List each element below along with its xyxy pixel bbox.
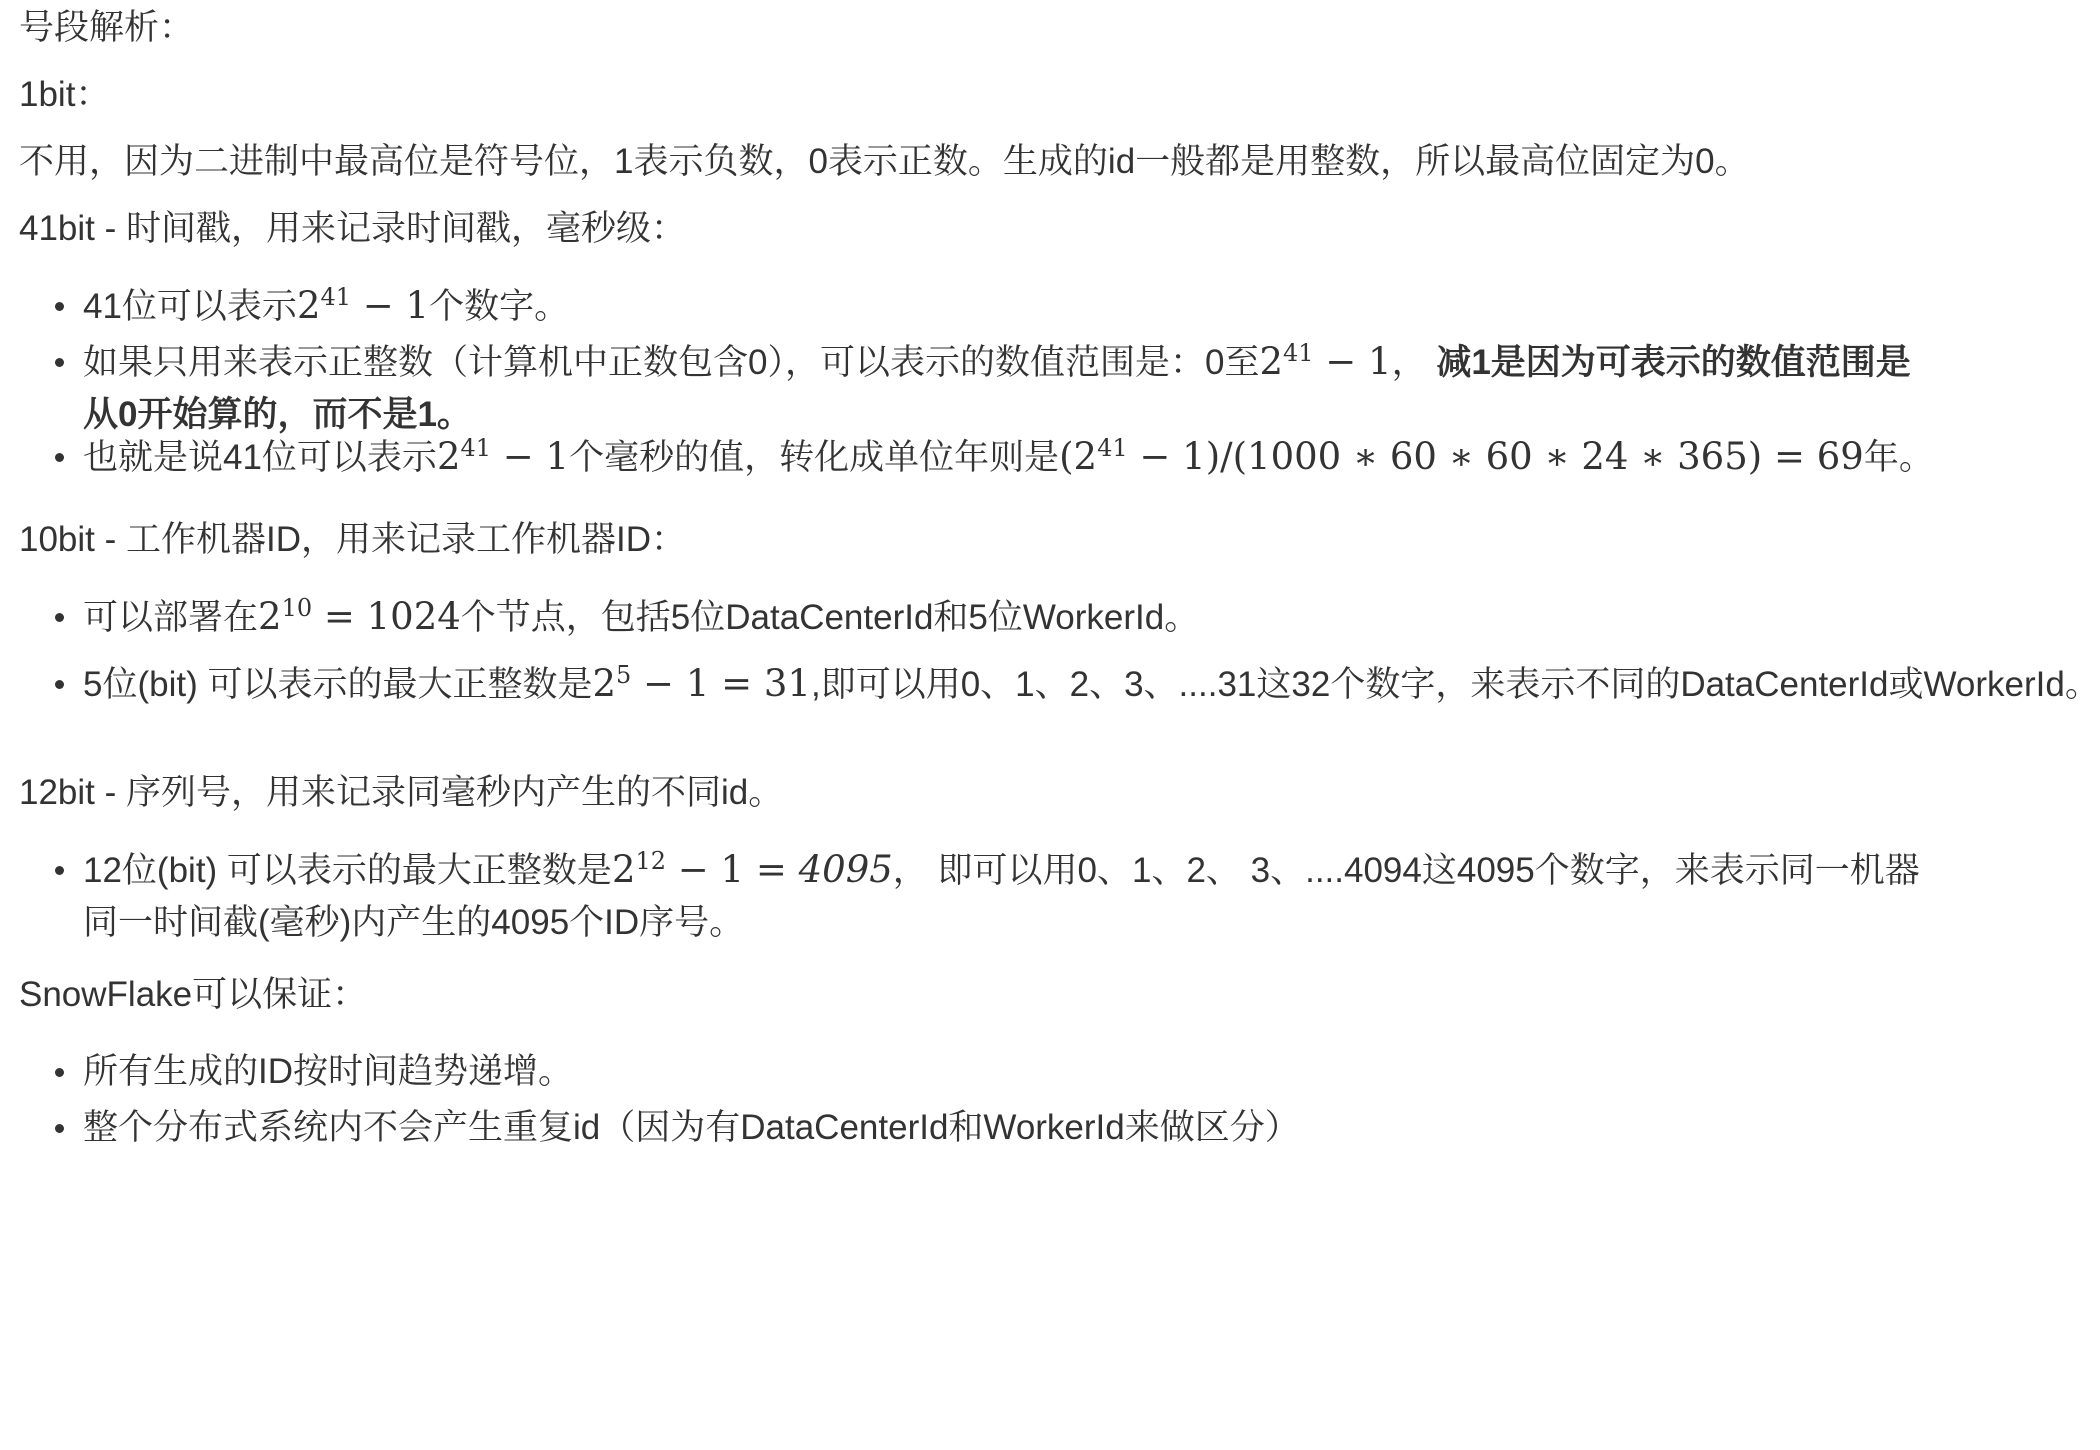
section-title: 号段解析： xyxy=(19,8,195,47)
bullet-icon xyxy=(55,866,64,875)
text-fragment: 也就是说41位可以表示 xyxy=(83,438,437,477)
math-rest: − 1)/(1000 ∗ 60 ∗ 60 ∗ 24 ∗ 365) = 69 xyxy=(1127,435,1864,478)
list-item-text: 整个分布式系统内不会产生重复id（因为有DataCenterId和WorkerId来做区分） xyxy=(83,1108,1300,1147)
bullet-icon xyxy=(55,1124,64,1133)
list-item-text xyxy=(83,591,1199,644)
math-base: 2 xyxy=(1259,340,1283,383)
list-item-text xyxy=(83,336,1943,441)
text-fragment: ， xyxy=(1391,343,1437,382)
math-base: 2 xyxy=(296,284,321,327)
text-fragment: 可以部署在 xyxy=(83,598,259,637)
text-fragment: 个数字。 xyxy=(429,287,570,326)
list-item-text: 所有生成的ID按时间趋势递增。 xyxy=(83,1052,574,1091)
bullet-icon xyxy=(55,358,64,367)
math-rest: = 1024 xyxy=(312,595,461,638)
math-expression xyxy=(258,595,461,638)
text-fragment: 41位可以表示 xyxy=(83,287,297,326)
math-exponent: 41 xyxy=(460,433,492,462)
math-value: 4095 xyxy=(798,848,893,891)
math-expression xyxy=(437,435,569,478)
math-exponent: 12 xyxy=(635,846,667,875)
text-fragment: 个节点，包括5位DataCenterId和5位WorkerId。 xyxy=(460,598,1200,637)
math-base: 2 xyxy=(436,435,461,478)
math-base: 2 xyxy=(611,848,636,891)
list-item-text xyxy=(83,280,569,333)
math-rest: − 1 xyxy=(351,284,430,327)
list-item-text xyxy=(83,431,1934,484)
bold-note: 减1是因为可表示的数值范围是从0开始算的，而不是1。 xyxy=(83,343,1911,434)
bullet-icon xyxy=(55,613,64,622)
math-rest: − 1 = xyxy=(666,848,799,891)
text-fragment: 5位(bit) 可以表示的最大正整数是 xyxy=(83,665,593,704)
text-fragment: 12位(bit) 可以表示的最大正整数是 xyxy=(83,851,612,890)
bit41-heading: 41bit - 时间戳，用来记录时间戳，毫秒级： xyxy=(19,209,687,248)
text-fragment: 如果只用来表示正整数（计算机中正数包含0），可以表示的数值范围是：0至 xyxy=(83,343,1260,382)
math-base: (2 xyxy=(1059,435,1098,478)
bullet-icon xyxy=(55,453,64,462)
bit10-heading: 10bit - 工作机器ID，用来记录工作机器ID： xyxy=(19,520,687,559)
bullet-icon xyxy=(55,680,64,689)
math-base: 2 xyxy=(258,595,282,638)
math-expression xyxy=(297,284,429,327)
math-formula xyxy=(1059,435,1864,478)
math-rest: − 1 xyxy=(1313,340,1392,383)
math-exponent: 41 xyxy=(1097,433,1128,462)
math-rest: − 1 = 31 xyxy=(631,662,811,705)
list-item-text xyxy=(83,658,2100,711)
text-fragment: ,即可以用0、1、2、3、....31这32个数字，来表示不同的DataCenterId或WorkerId。 xyxy=(810,665,2100,704)
math-exponent: 10 xyxy=(281,593,313,622)
math-exponent: 41 xyxy=(1282,338,1314,367)
math-expression xyxy=(592,662,811,705)
math-expression xyxy=(1259,340,1391,383)
text-fragment: ， 即可以用0、1、2、 3、....4094这4095个数字，来表示同一机器同一时间截(毫秒)内产生的4095个ID序号。 xyxy=(83,851,1920,942)
math-rest: − 1 xyxy=(491,435,570,478)
list-item-text xyxy=(83,844,1943,949)
bit1-description: 不用，因为二进制中最高位是符号位，1表示负数，0表示正数。生成的id一般都是用整数，所以最高位固定为0。 xyxy=(19,142,1750,181)
text-fragment: 年。 xyxy=(1863,438,1934,477)
math-exponent: 41 xyxy=(320,282,352,311)
bit1-heading: 1bit： xyxy=(19,75,111,114)
math-exponent: 5 xyxy=(616,660,632,689)
text-fragment: 个毫秒的值，转化成单位年则是 xyxy=(569,438,1060,477)
bullet-icon xyxy=(55,1068,64,1077)
guarantee-heading: SnowFlake可以保证： xyxy=(19,975,368,1014)
bullet-icon xyxy=(55,302,64,311)
math-expression xyxy=(612,848,893,891)
bit12-heading: 12bit - 序列号，用来记录同毫秒内产生的不同id。 xyxy=(19,773,784,812)
math-base: 2 xyxy=(592,662,617,705)
